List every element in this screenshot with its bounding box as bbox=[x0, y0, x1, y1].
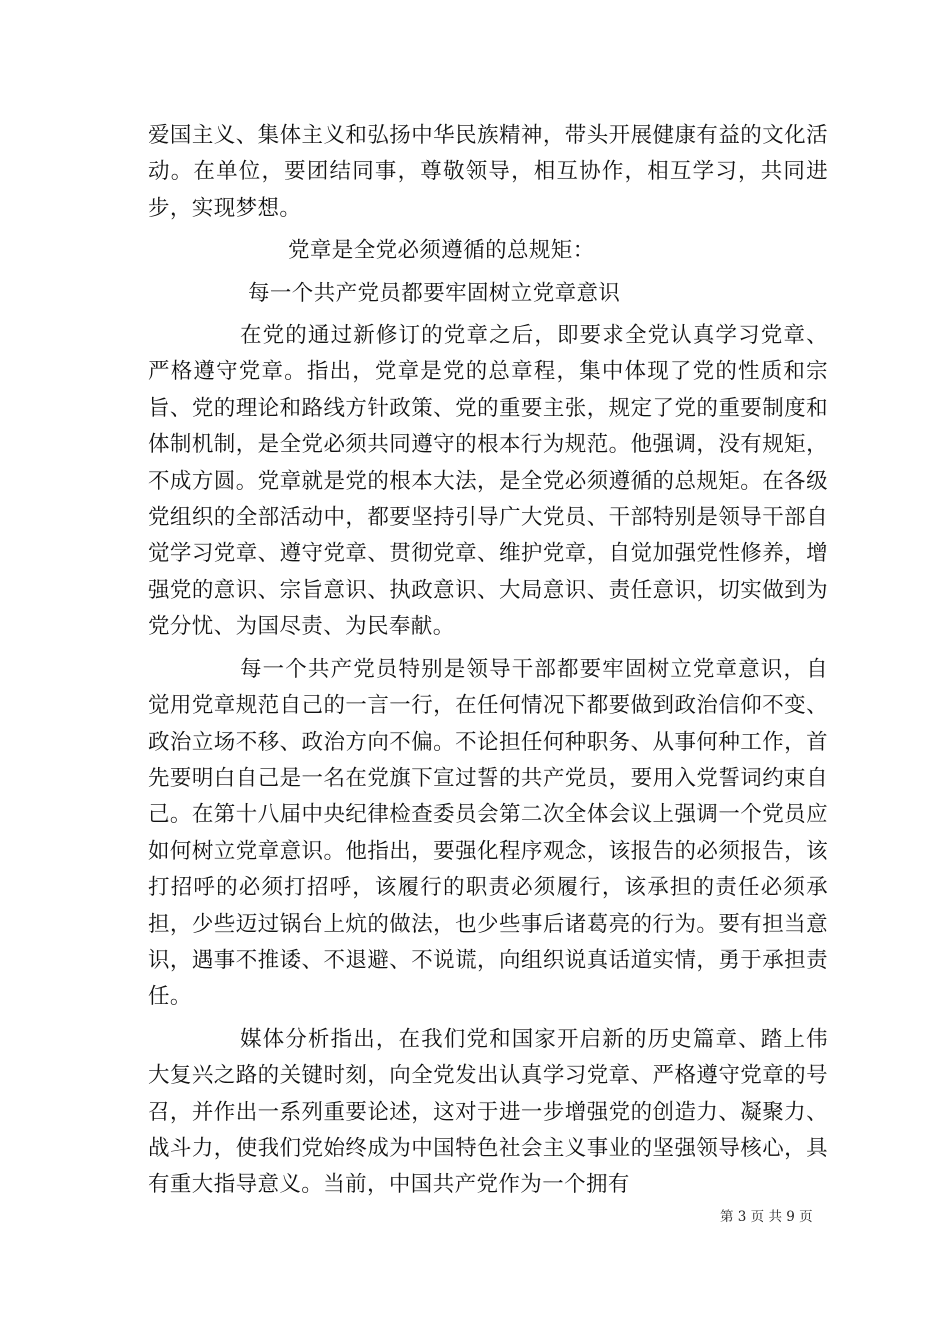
paragraph-party-constitution: 在党的通过新修订的党章之后，即要求全党认真学习党章、严格遵守党章。指出，党章是党的总章程，集中体现了党的性质和宗旨、党的理论和路线方针政策、党的重要主张，规定了党的重要制度和体制机制，是全党必须共同遵守的根本行为规范。他强调，没有规矩，不成方圆。党章就是党的根本大法，是全党必须遵循的总规矩。在各级党组织的全部活动中，都要坚持引导广大党员、干部特别是领导干部自觉学习党章、遵守党章、贯彻党章、维护党章，自觉加强党性修养，增强党的意识、宗旨意识、执政意识、大局意识、责任意识，切实做到为党分忧、为国尽责、为民奉献。 bbox=[148, 323, 828, 640]
paragraph-media-analysis: 媒体分析指出，在我们党和国家开启新的历史篇章、踏上伟大复兴之路的关键时刻，向全党发出认真学习党章、严格遵守党章的号召，并作出一系列重要论述，这对于进一步增强党的创造力、凝聚力、战斗力，使我们党始终成为中国特色社会主义事业的坚强领导核心，具有重大指导意义。当前，中国共产党作为一个拥有 bbox=[148, 1026, 828, 1198]
document-body bbox=[148, 118, 828, 1204]
section-heading-title: 党章是全党必须遵循的总规矩： bbox=[288, 238, 595, 264]
paragraph-party-member-awareness: 每一个共产党员特别是领导干部都要牢固树立党章意识，自觉用党章规范自己的一言一行，在任何情况下都要做到政治信仰不变、政治立场不移、政治方向不偏。不论担任何种职务、从事何种工作，首先要明白自己是一名在党旗下宣过誓的共产党员，要用入党誓词约束自己。在第十八届中央纪律检查委员会第二次全体会议上强调一个党员应如何树立党章意识。他指出，要强化程序观念，该报告的必须报告，该打招呼的必须打招呼，该履行的职责必须履行，该承担的责任必须承担，少些迈过锅台上炕的做法，也少些事后诸葛亮的行为。要有担当意识，遇事不推诿、不退避、不说谎，向组织说真话道实情，勇于承担责任。 bbox=[148, 656, 828, 1010]
paragraph-continued: 爱国主义、集体主义和弘扬中华民族精神，带头开展健康有益的文化活动。在单位，要团结同事，尊敬领导，相互协作，相互学习，共同进步，实现梦想。 bbox=[148, 123, 828, 221]
section-heading-subtitle: 每一个共产党员都要牢固树立党章意识 bbox=[248, 280, 621, 306]
page-number-footer: 第 3 页 共 9 页 bbox=[720, 1209, 813, 1225]
